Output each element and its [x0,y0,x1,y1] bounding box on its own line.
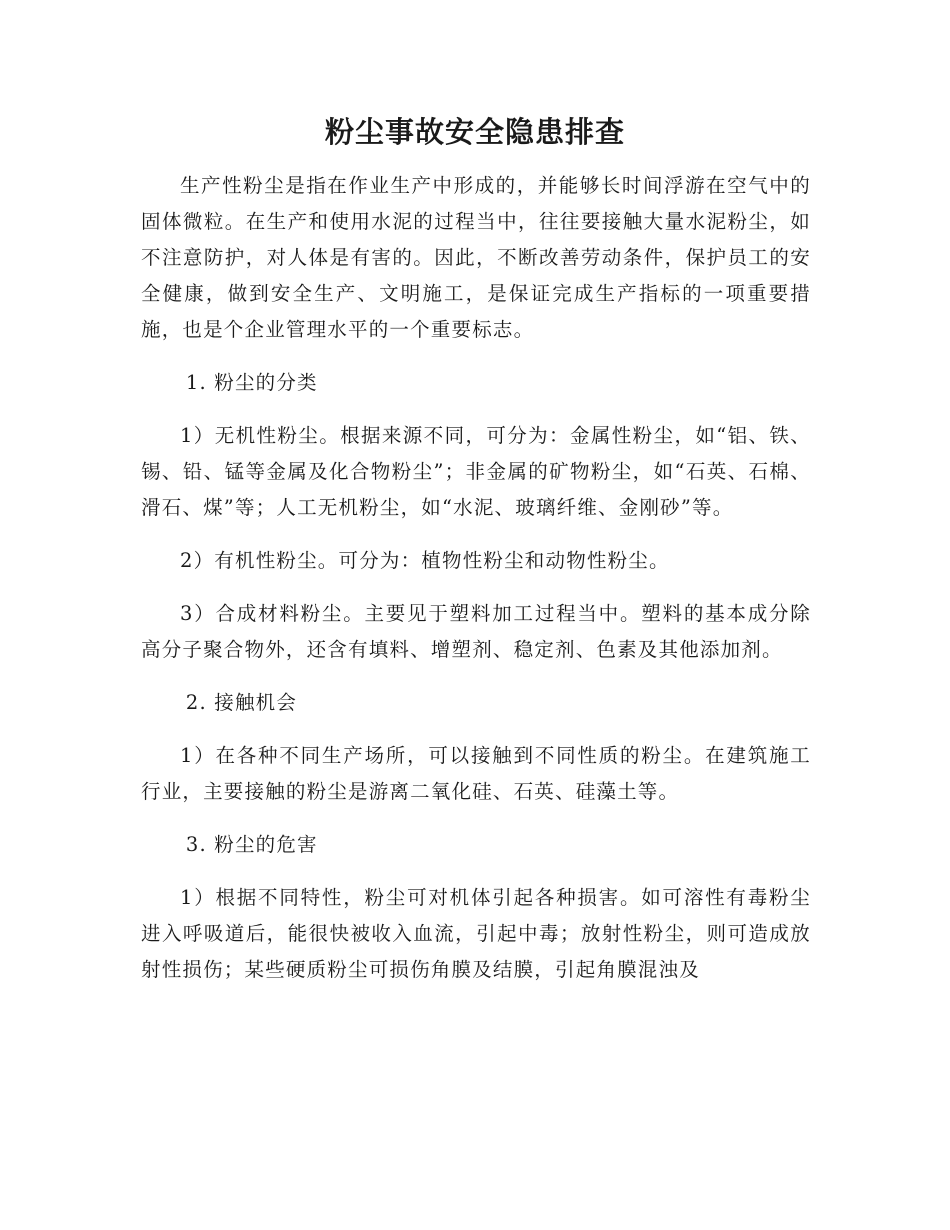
paragraph-hazards: 1）根据不同特性，粉尘可对机体引起各种损害。如可溶性有毒粉尘进入呼吸道后，能很快被收入血流，引起中毒；放射性粉尘，则可造成放射性损伤；某些硬质粉尘可损伤角膜及结膜，引起角膜混浊及 [141,886,811,981]
document-title: 粉尘事故安全隐患排查 [324,115,625,149]
paragraph-organic-dust: 2）有机性粉尘。可分为：植物性粉尘和动物性粉尘。 [180,549,670,572]
intro-paragraph: 生产性粉尘是指在作业生产中形成的，并能够长时间浮游在空气中的固体微粒。在生产和使用水泥的过程当中，往往要接触大量水泥粉尘，如不注意防护，对人体是有害的。因此，不断改善劳动条件，保护员工的安全健康，做到安全生产、文明施工，是保证完成生产指标的一项重要措施，也是个企业管理水平的一个重要标志。 [141,174,811,341]
section-heading-exposure: 2. 接触机会 [185,691,298,714]
section-heading-classification: 1. 粉尘的分类 [185,371,318,394]
document-body [141,168,811,1005]
paragraph-inorganic-dust: 1）无机性粉尘。根据来源不同，可分为：金属性粉尘，如“铝、铁、锡、铅、锰等金属及化合物粉尘”；非金属的矿物粉尘，如“石英、石棉、滑石、煤”等；人工无机粉尘，如“水泥、玻璃纤维、金刚砂”等。 [141,424,811,519]
section-heading-hazards: 3. 粉尘的危害 [185,833,318,856]
paragraph-synthetic-dust: 3）合成材料粉尘。主要见于塑料加工过程当中。塑料的基本成分除高分子聚合物外，还含有填料、增塑剂、稳定剂、色素及其他添加剂。 [141,602,811,661]
paragraph-exposure: 1）在各种不同生产场所，可以接触到不同性质的粉尘。在建筑施工行业，主要接触的粉尘是游离二氧化硅、石英、硅藻土等。 [141,744,811,803]
